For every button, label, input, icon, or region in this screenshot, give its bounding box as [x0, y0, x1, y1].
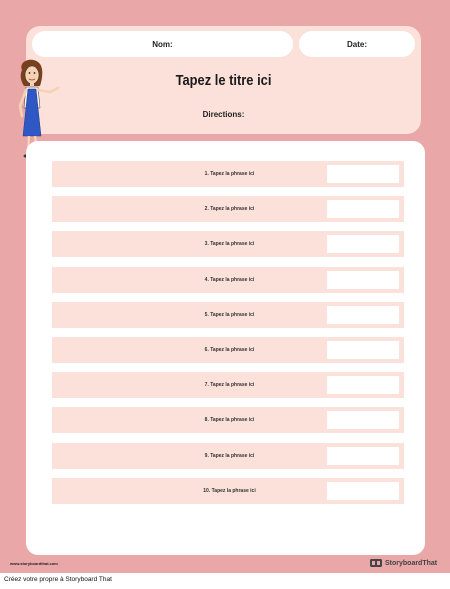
sentence-row [52, 443, 404, 469]
sentence-label[interactable]: 6. Tapez la phrase ici [204, 347, 255, 353]
answer-box[interactable] [327, 447, 399, 465]
answer-box[interactable] [327, 306, 399, 324]
sentence-label[interactable]: 9. Tapez la phrase ici [204, 453, 255, 459]
name-label: Nom: [152, 39, 173, 49]
brand-text: StoryboardThat [385, 559, 438, 567]
sentence-row [52, 231, 404, 257]
sentence-label[interactable]: 4. Tapez la phrase ici [204, 277, 255, 283]
sentence-label[interactable]: 1. Tapez la phrase ici [204, 171, 255, 177]
sentence-label[interactable]: 5. Tapez la phrase ici [204, 312, 255, 318]
date-label: Date: [346, 39, 367, 49]
date-field[interactable] [299, 31, 415, 57]
sentence-label[interactable]: 8. Tapez la phrase ici [204, 417, 255, 423]
storyboard-logo-icon [370, 558, 382, 568]
sentence-row [52, 161, 404, 187]
caption-text[interactable]: Créez votre propre à Storyboard That [4, 576, 112, 583]
sentence-row [52, 267, 404, 293]
sentence-row [52, 196, 404, 222]
directions-label[interactable]: Directions: [202, 110, 245, 119]
sentence-label[interactable]: 3. Tapez la phrase ici [204, 241, 255, 247]
answer-box[interactable] [327, 271, 399, 289]
sentence-row [52, 407, 404, 433]
answer-box[interactable] [327, 235, 399, 253]
sentence-row [52, 372, 404, 398]
footer-url[interactable]: www.storyboardthat.com [10, 561, 58, 566]
answer-box[interactable] [327, 376, 399, 394]
answer-box[interactable] [327, 165, 399, 183]
page-title[interactable]: Tapez le titre ici [175, 72, 272, 89]
answer-box[interactable] [327, 411, 399, 429]
sentence-row [52, 337, 404, 363]
answer-box[interactable] [327, 200, 399, 218]
answer-box[interactable] [327, 341, 399, 359]
name-field[interactable] [32, 31, 293, 57]
sentence-label[interactable]: 2. Tapez la phrase ici [204, 206, 255, 212]
sentence-label[interactable]: 10. Tapez la phrase ici [203, 488, 256, 494]
sentence-label[interactable]: 7. Tapez la phrase ici [204, 382, 255, 388]
brand-logo[interactable] [370, 558, 437, 568]
sentence-row [52, 302, 404, 328]
answer-box[interactable] [327, 482, 399, 500]
sentence-row [52, 478, 404, 504]
